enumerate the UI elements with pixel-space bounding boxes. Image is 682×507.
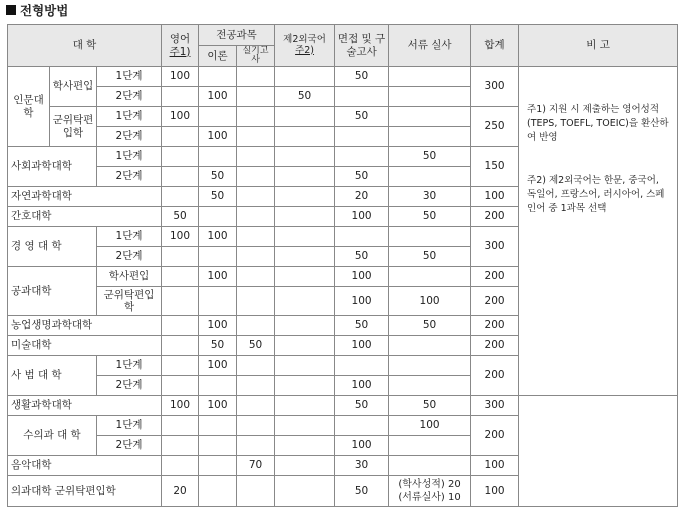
cell-theory: 100 xyxy=(199,316,237,336)
header-interview: 면접 및 구술고사 xyxy=(335,25,389,67)
cell-interview: 100 xyxy=(335,207,389,227)
cell-documents xyxy=(389,227,471,247)
cell-english xyxy=(162,147,199,167)
college-music: 음악대학 xyxy=(8,456,162,476)
cell-theory xyxy=(199,476,237,507)
cell-theory: 50 xyxy=(199,187,237,207)
stage-label: 1단계 xyxy=(97,227,162,247)
track-bachelor-transfer: 학사편입 xyxy=(97,267,162,287)
cell-english: 50 xyxy=(162,207,199,227)
cell-english xyxy=(162,356,199,376)
header-english-note: 주1) xyxy=(169,45,191,58)
cell-english xyxy=(162,436,199,456)
cell-interview: 100 xyxy=(335,336,389,356)
cell-english xyxy=(162,416,199,436)
header-english-label: 영어 xyxy=(169,33,191,46)
cell-practical xyxy=(237,476,275,507)
cell-interview: 50 xyxy=(335,107,389,127)
cell-english xyxy=(162,127,199,147)
cell-second-lang xyxy=(275,416,335,436)
med-doc-review: (서류실사) 10 xyxy=(398,492,461,503)
cell-interview xyxy=(335,127,389,147)
cell-practical xyxy=(237,127,275,147)
cell-total: 100 xyxy=(471,476,519,507)
cell-practical xyxy=(237,436,275,456)
cell-theory xyxy=(199,287,237,316)
cell-second-lang xyxy=(275,167,335,187)
header-second-lang-label: 제2외국어 xyxy=(283,33,326,45)
cell-total: 200 xyxy=(471,356,519,396)
cell-documents xyxy=(389,456,471,476)
cell-total: 300 xyxy=(471,396,519,416)
cell-interview: 50 xyxy=(335,67,389,87)
college-education: 사 범 대 학 xyxy=(8,356,97,396)
cell-second-lang xyxy=(275,247,335,267)
cell-second-lang xyxy=(275,147,335,167)
cell-theory xyxy=(199,456,237,476)
cell-documents xyxy=(389,356,471,376)
cell-second-lang xyxy=(275,227,335,247)
header-practical: 실기고사 xyxy=(237,46,275,67)
cell-english xyxy=(162,336,199,356)
cell-interview xyxy=(335,356,389,376)
cell-practical xyxy=(237,416,275,436)
cell-theory xyxy=(199,147,237,167)
cell-documents: 50 xyxy=(389,207,471,227)
cell-practical xyxy=(237,207,275,227)
cell-interview: 100 xyxy=(335,287,389,316)
note-2: 주2) 제2외국어는 한문, 중국어, 독일어, 프랑스어, 러시아어, 스페인어 중 1과목 선택 xyxy=(527,175,665,214)
cell-documents xyxy=(389,436,471,456)
cell-theory: 100 xyxy=(199,87,237,107)
header-remarks: 비 고 xyxy=(519,25,678,67)
cell-english xyxy=(162,247,199,267)
cell-documents xyxy=(389,167,471,187)
header-second-lang-note: 주2) xyxy=(295,44,315,56)
cell-interview xyxy=(335,87,389,107)
remarks-notes xyxy=(519,67,678,396)
cell-english: 100 xyxy=(162,396,199,416)
cell-theory: 50 xyxy=(199,336,237,356)
cell-english xyxy=(162,287,199,316)
cell-documents: 50 xyxy=(389,147,471,167)
cell-documents: 50 xyxy=(389,247,471,267)
college-engineering: 공과대학 xyxy=(8,267,97,316)
cell-interview: 30 xyxy=(335,456,389,476)
college-natural: 자연과학대학 xyxy=(8,187,162,207)
cell-total: 200 xyxy=(471,316,519,336)
med-doc-grades: (학사성적) 20 xyxy=(398,478,461,490)
cell-interview: 20 xyxy=(335,187,389,207)
cell-english xyxy=(162,187,199,207)
cell-documents xyxy=(389,267,471,287)
remarks-blank xyxy=(519,396,678,507)
cell-second-lang xyxy=(275,336,335,356)
header-english xyxy=(162,25,199,67)
cell-theory: 100 xyxy=(199,127,237,147)
cell-theory xyxy=(199,67,237,87)
cell-documents: 100 xyxy=(389,416,471,436)
header-theory: 이론 xyxy=(199,46,237,67)
cell-practical xyxy=(237,376,275,396)
cell-second-lang xyxy=(275,207,335,227)
header-second-lang xyxy=(275,25,335,67)
cell-interview: 100 xyxy=(335,436,389,456)
cell-practical xyxy=(237,356,275,376)
cell-total: 200 xyxy=(471,267,519,287)
track-military: 군위탁편입학 xyxy=(50,107,97,147)
cell-interview: 50 xyxy=(335,167,389,187)
header-college: 대 학 xyxy=(8,25,162,67)
cell-documents: 50 xyxy=(389,396,471,416)
cell-english xyxy=(162,456,199,476)
cell-total: 300 xyxy=(471,67,519,107)
stage-label: 2단계 xyxy=(97,376,162,396)
header-documents: 서류 실사 xyxy=(389,25,471,67)
cell-documents xyxy=(389,476,471,507)
cell-documents xyxy=(389,336,471,356)
cell-second-lang xyxy=(275,476,335,507)
cell-english xyxy=(162,376,199,396)
cell-practical xyxy=(237,167,275,187)
stage-label: 1단계 xyxy=(97,356,162,376)
cell-practical xyxy=(237,396,275,416)
cell-practical xyxy=(237,107,275,127)
cell-second-lang xyxy=(275,287,335,316)
cell-practical xyxy=(237,316,275,336)
cell-practical xyxy=(237,267,275,287)
college-social: 사회과학대학 xyxy=(8,147,97,187)
admission-table xyxy=(7,24,678,507)
cell-second-lang xyxy=(275,376,335,396)
cell-interview xyxy=(335,147,389,167)
cell-theory xyxy=(199,436,237,456)
stage-label: 2단계 xyxy=(97,127,162,147)
college-nursing: 간호대학 xyxy=(8,207,162,227)
cell-total: 100 xyxy=(471,187,519,207)
cell-theory: 50 xyxy=(199,167,237,187)
square-bullet-icon xyxy=(6,5,16,15)
cell-second-lang: 50 xyxy=(275,87,335,107)
cell-english: 100 xyxy=(162,227,199,247)
cell-theory: 100 xyxy=(199,267,237,287)
cell-theory xyxy=(199,247,237,267)
cell-second-lang xyxy=(275,67,335,87)
cell-english xyxy=(162,316,199,336)
stage-label: 1단계 xyxy=(97,107,162,127)
cell-total: 150 xyxy=(471,147,519,187)
cell-interview: 50 xyxy=(335,396,389,416)
cell-theory: 100 xyxy=(199,227,237,247)
cell-total: 250 xyxy=(471,107,519,147)
cell-second-lang xyxy=(275,356,335,376)
cell-interview: 50 xyxy=(335,476,389,507)
cell-documents: 100 xyxy=(389,287,471,316)
college-art: 미술대학 xyxy=(8,336,162,356)
college-business: 경 영 대 학 xyxy=(8,227,97,267)
cell-documents: 30 xyxy=(389,187,471,207)
cell-interview xyxy=(335,227,389,247)
cell-second-lang xyxy=(275,456,335,476)
cell-total: 200 xyxy=(471,207,519,227)
cell-interview: 50 xyxy=(335,247,389,267)
cell-documents xyxy=(389,376,471,396)
stage-label: 1단계 xyxy=(97,147,162,167)
section-title xyxy=(6,1,68,19)
cell-interview: 50 xyxy=(335,316,389,336)
cell-practical xyxy=(237,247,275,267)
track-military-transfer: 군위탁편입학 xyxy=(97,287,162,316)
cell-practical: 50 xyxy=(237,336,275,356)
cell-practical xyxy=(237,227,275,247)
cell-english xyxy=(162,267,199,287)
header-major: 전공과목 xyxy=(199,25,275,46)
cell-documents xyxy=(389,67,471,87)
cell-practical xyxy=(237,187,275,207)
cell-total: 100 xyxy=(471,456,519,476)
cell-theory: 100 xyxy=(199,396,237,416)
cell-theory: 100 xyxy=(199,356,237,376)
cell-second-lang xyxy=(275,127,335,147)
stage-label: 1단계 xyxy=(97,67,162,87)
cell-english: 100 xyxy=(162,107,199,127)
cell-interview: 100 xyxy=(335,267,389,287)
cell-second-lang xyxy=(275,436,335,456)
cell-total: 300 xyxy=(471,227,519,267)
college-veterinary: 수의과 대 학 xyxy=(8,416,97,456)
stage-label: 2단계 xyxy=(97,247,162,267)
cell-second-lang xyxy=(275,187,335,207)
college-human-ecology: 생활과학대학 xyxy=(8,396,162,416)
college-humanities: 인문대학 xyxy=(8,67,50,147)
cell-second-lang xyxy=(275,267,335,287)
cell-english: 100 xyxy=(162,67,199,87)
cell-theory xyxy=(199,376,237,396)
college-agriculture: 농업생명과학대학 xyxy=(8,316,162,336)
stage-label: 2단계 xyxy=(97,167,162,187)
stage-label: 2단계 xyxy=(97,436,162,456)
college-medicine: 의과대학 군위탁편입학 xyxy=(8,476,162,507)
cell-second-lang xyxy=(275,107,335,127)
cell-total: 200 xyxy=(471,336,519,356)
cell-interview xyxy=(335,416,389,436)
cell-theory xyxy=(199,107,237,127)
cell-theory xyxy=(199,207,237,227)
cell-total: 200 xyxy=(471,287,519,316)
cell-practical xyxy=(237,287,275,316)
cell-documents xyxy=(389,127,471,147)
cell-total: 200 xyxy=(471,416,519,456)
note-1: 주1) 지원 시 제출하는 영어성적(TEPS, TOEFL, TOEIC)을 환산하여 반영 xyxy=(527,104,669,143)
cell-practical xyxy=(237,87,275,107)
cell-english xyxy=(162,167,199,187)
cell-documents xyxy=(389,107,471,127)
section-title-text: 전형방법 xyxy=(20,3,69,18)
cell-documents: 50 xyxy=(389,316,471,336)
cell-second-lang xyxy=(275,316,335,336)
cell-documents xyxy=(389,87,471,107)
stage-label: 2단계 xyxy=(97,87,162,107)
header-total: 합계 xyxy=(471,25,519,67)
stage-label: 1단계 xyxy=(97,416,162,436)
track-transfer: 학사편입 xyxy=(50,67,97,107)
cell-english: 20 xyxy=(162,476,199,507)
cell-theory xyxy=(199,416,237,436)
cell-second-lang xyxy=(275,396,335,416)
cell-practical xyxy=(237,67,275,87)
cell-interview: 100 xyxy=(335,376,389,396)
cell-english xyxy=(162,87,199,107)
cell-practical: 70 xyxy=(237,456,275,476)
cell-practical xyxy=(237,147,275,167)
